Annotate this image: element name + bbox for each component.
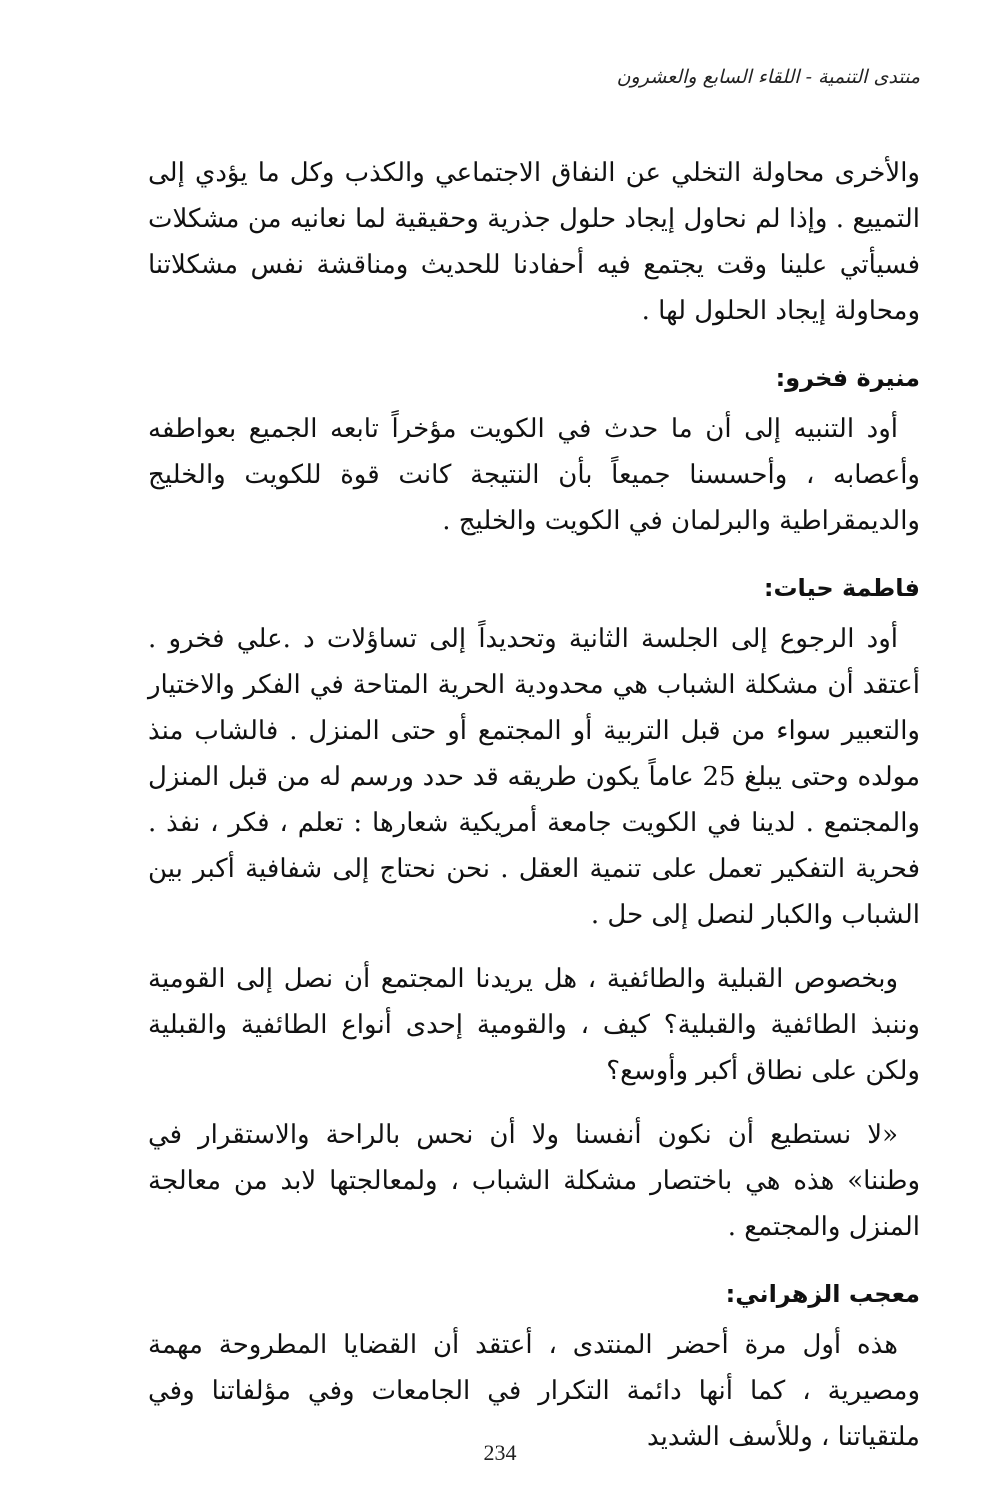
page-body (148, 150, 920, 1478)
paragraph-intro: والأخرى محاولة التخلي عن النفاق الاجتماعي والكذب وكل ما يؤدي إلى التمييع . وإذا لم نحاول إيجاد حلول جذرية وحقيقية لما نعانيه من مشكلات فسيأتي علينا وقت يجتمع فيه أحفادنا للحديث ومناقشة نفس مشكلاتنا ومحاولة إيجاد الحلول لها . (148, 158, 920, 326)
paragraph-fatima-1: أود الرجوع إلى الجلسة الثانية وتحديداً إلى تساؤلات د .علي فخرو . أعتقد أن مشكلة الشباب هي محدودية الحرية المتاحة في الفكر والاختيار والتعبير سواء من قبل التربية أو المجتمع أو حتى المنزل . فالشاب منذ مولده وحتى يبلغ 25 عاماً يكون طريقه قد حدد ورسم له من قبل المنزل والمجتمع . لدينا في الكويت جامعة أمريكية شعارها : تعلم ، فكر ، نفذ . فحرية التفكير تعمل على تنمية العقل . نحن نحتاج إلى شفافية أكبر بين الشباب والكبار لنصل إلى حل . (148, 624, 920, 930)
paragraph-fatima-3: «لا نستطيع أن نكون أنفسنا ولا أن نحس بالراحة والاستقرار في وطننا» هذه هي باختصار مشكلة الشباب ، ولمعالجتها لابد من معالجة المنزل والمجتمع . (148, 1120, 920, 1242)
paragraph-mojab: هذه أول مرة أحضر المنتدى ، أعتقد أن القضايا المطروحة مهمة ومصيرية ، كما أنها دائمة التكرار في الجامعات وفي مؤلفاتنا وفي ملتقياتنا ، وللأسف الشديد (148, 1330, 920, 1452)
speaker-heading-fatima: فاطمة حيات: (763, 574, 920, 602)
speaker-heading-mojab: معجب الزهراني: (725, 1280, 920, 1308)
running-header: منتدى التنمية - اللقاء السابع والعشرون (616, 66, 920, 88)
paragraph-fatima-2: وبخصوص القبلية والطائفية ، هل يريدنا المجتمع أن نصل إلى القومية وننبذ الطائفية والقبلية؟ كيف ، والقومية إحدى أنواع الطائفية والقبلية ولكن على نطاق أكبر وأوسع؟ (148, 964, 920, 1086)
page-number: 234 (483, 1440, 517, 1465)
speaker-heading-munira: منيرة فخرو: (775, 364, 920, 392)
paragraph-munira: أود التنبيه إلى أن ما حدث في الكويت مؤخراً تابعه الجميع بعواطفه وأعصابه ، وأحسسنا جميعاً بأن النتيجة كانت قوة للكويت والخليج والديمقراطية والبرلمان في الكويت والخليج . (148, 414, 920, 536)
